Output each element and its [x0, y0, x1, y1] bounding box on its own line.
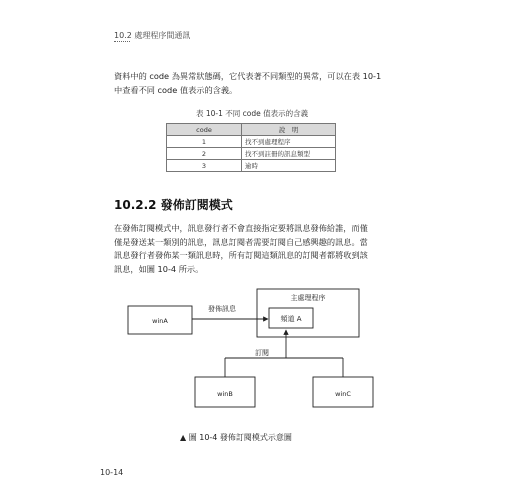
subscriber-b-box [195, 377, 255, 407]
subscribe-label: 訂閱 [255, 349, 269, 357]
channel-label: 頻道 A [280, 315, 302, 323]
intro-line: 中查看不同 code 值表示的含義。 [114, 84, 238, 95]
subscriber-c-box [313, 377, 373, 407]
subscriber-c-label: winC [335, 390, 351, 398]
table-caption: 表 10-1 不同 code 值表示的含義 [196, 109, 309, 118]
intro-line: 資料中的 code 為異常狀態碼，它代表著不同類型的異常，可以在表 10-1 [114, 71, 382, 81]
column-header-description: 說 明 [242, 124, 336, 136]
figure-caption: ▲ 圖 10-4 發佈訂閱模式示意圖 [180, 433, 292, 442]
main-process-label: 主處理程序 [290, 294, 326, 302]
page-number: 10-14 [100, 468, 124, 477]
publisher-box [128, 306, 192, 334]
column-header-code: code [167, 124, 242, 136]
publish-label: 發佈訊息 [208, 305, 236, 313]
code-cell: 2 [167, 148, 242, 160]
description-cell: 找不到註冊的訊息類型 [242, 148, 336, 160]
description-cell: 找不到處理程序 [242, 136, 336, 148]
body-line: 在發佈訂閱模式中，訊息發行者不會直接指定要將訊息發佈給誰，而僅 [114, 223, 368, 233]
body-line: 訊息，如圖 10-4 所示。 [114, 263, 204, 274]
code-cell: 3 [167, 160, 242, 172]
subscriber-b-label: winB [217, 390, 233, 398]
running-header: 10.2 處理程序間通訊 [114, 31, 191, 40]
channel-box [269, 308, 313, 328]
body-line: 訊息發行者發佈某一類訊息時，所有訂閱這類訊息的訂閱者都將收到該 [114, 250, 368, 260]
section-title: 10.2.2 發佈訂閱模式 [114, 198, 233, 212]
code-cell: 1 [167, 136, 242, 148]
description-cell: 逾時 [242, 160, 336, 172]
body-line: 僅是發送某一類別的訊息，訊息訂閱者需要訂閱自己感興趣的訊息。當 [114, 236, 368, 247]
publisher-label: winA [152, 317, 168, 325]
